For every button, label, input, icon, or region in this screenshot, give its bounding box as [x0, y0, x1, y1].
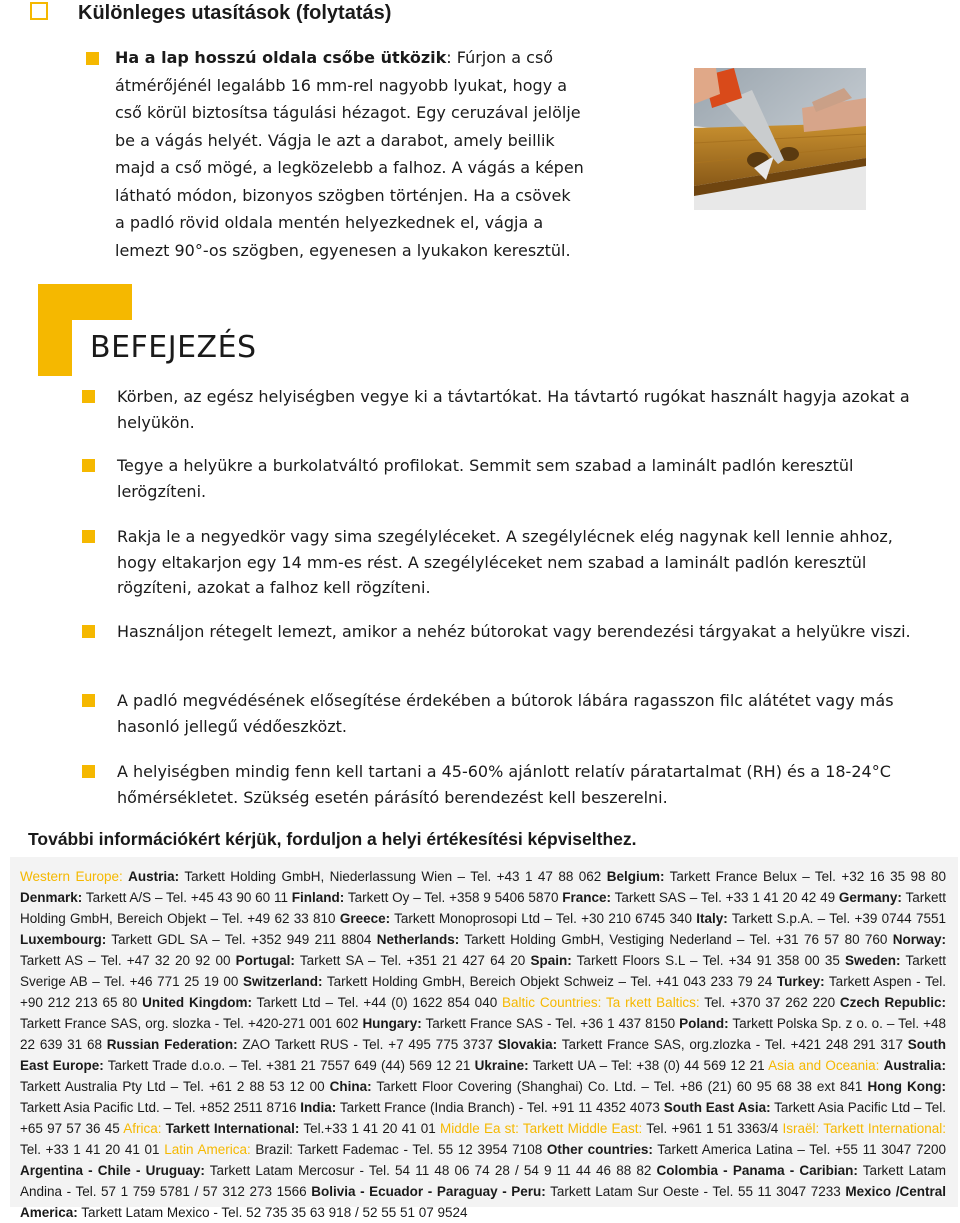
contact-text: Tarkett Aspen - Tel. +90 212 213 65 80 [20, 974, 946, 1010]
yellow-bullet-icon [82, 625, 95, 638]
contact-country: Austria: [128, 869, 180, 884]
contact-region: Baltic Countries: Ta rkett Baltics: [502, 995, 700, 1010]
contact-text: Brazil: Tarkett Fademac - Tel. 55 12 3954 7108 [250, 1142, 547, 1157]
contact-text: Tarkett SAS – Tel. +33 1 41 20 42 49 [611, 890, 839, 905]
list-item: A helyiségben mindig fenn kell tartani a 45-60% ajánlott relatív páratartalmat (RH) és a 18-24°C hőmérsékletet. Szükség esetén párásító berendezést kell beszerelni. [117, 762, 891, 807]
contact-country: Hong Kong: [867, 1079, 946, 1094]
contact-country: Russian Federation: [106, 1037, 238, 1052]
contact-text: Tarkett France SAS, org.zlozka - Tel. +421 248 291 317 [557, 1037, 908, 1052]
contact-country: South East Europe: [20, 1037, 947, 1073]
contact-country: Poland: [679, 1016, 729, 1031]
contact-country: Italy: [696, 911, 728, 926]
contact-country: Czech Republic: [839, 995, 947, 1010]
contact-text: Tel. +370 37 262 220 [699, 995, 840, 1010]
contact-region: Asia and Oceania: [768, 1058, 880, 1073]
contact-text: Tarkett GDL SA – Tel. +352 949 211 8804 [106, 932, 377, 947]
list-item: A padló megvédésének elősegítése érdekében a bútorok lábára ragasszon filc alátétet vagy más hasonló jellegű védőeszközt. [117, 691, 894, 736]
contact-country: Tarkett International: [165, 1121, 300, 1136]
contact-text: Tarkett France (India Branch) - Tel. +91 11 4352 4073 [336, 1100, 664, 1115]
contact-region: Latin America: [164, 1142, 251, 1157]
contact-country: Mexico /Central America: [20, 1184, 947, 1220]
contact-region: Africa: [123, 1121, 162, 1136]
contact-text: Tarkett Ltd – Tel. +44 (0) 1622 854 040 [251, 995, 503, 1010]
contact-text: Tarkett Latam Sur Oeste - Tel. 55 11 3047 7233 [545, 1184, 846, 1199]
contact-text: Tarkett Asia Pacific Ltd. – Tel. +852 2511 8716 [20, 1100, 301, 1115]
contact-text: Tarkett Floors S.L – Tel. +34 91 358 00 35 [571, 953, 846, 968]
contact-text: Tarkett Floor Covering (Shanghai) Co. Ltd. – Tel. +86 (21) 60 95 68 38 ext 841 [371, 1079, 868, 1094]
contact-text: Tarkett AS – Tel. +47 32 20 92 00 [20, 953, 236, 968]
contact-country: Turkey: [776, 974, 825, 989]
contact-country: Belgium: [606, 869, 665, 884]
contact-text: Tarkett Asia Pacific Ltd – Tel. +65 97 57 36 45 [20, 1100, 946, 1136]
intro-bold-lead: Ha a lap hosszú oldala csőbe ütközik [115, 48, 447, 67]
contacts-box [10, 857, 958, 1220]
contact-text: Tarkett Holding GmbH, Bereich Objekt – Tel. +49 62 33 810 [20, 890, 946, 926]
contact-text: Tarkett Holding GmbH, Niederlassung Wien – Tel. +43 1 47 88 062 [179, 869, 607, 884]
contact-country: Switzerland: [243, 974, 323, 989]
section-title: BEFEJEZÉS [90, 330, 257, 365]
intro-paragraph [115, 44, 585, 264]
contact-country: Norway: [892, 932, 946, 947]
contact-text: Tarkett France Belux – Tel. +32 16 35 98 80 [664, 869, 946, 884]
contact-country: Argentina - Chile - Uruguay: [20, 1163, 205, 1178]
contact-text: ZAO Tarkett RUS - Tel. +7 495 775 3737 [237, 1037, 498, 1052]
contact-text: Tarkett Oy – Tel. +358 9 5406 5870 [344, 890, 563, 905]
contact-country: Sweden: [845, 953, 901, 968]
contact-region: Israël: Tarkett International: [782, 1121, 946, 1136]
contact-country: Spain: [530, 953, 572, 968]
contact-country: India: [300, 1100, 337, 1115]
contact-country: Hungary: [362, 1016, 422, 1031]
contact-country: Portugal: [235, 953, 295, 968]
yellow-bullet-icon [82, 459, 95, 472]
contact-country: Slovakia: [497, 1037, 558, 1052]
contact-text: Tarkett America Latina – Tel. +55 11 3047 7200 [652, 1142, 947, 1157]
contact-text: Tarkett SA – Tel. +351 21 427 64 20 [294, 953, 531, 968]
contact-text: Tarkett UA – Tel: +38 (0) 44 569 12 21 [528, 1058, 769, 1073]
list-item: Körben, az egész helyiségben vegye ki a távtartókat. Ha távtartó rugókat használt hagyja azokat a helyükön. [117, 387, 910, 432]
list-item: Rakja le a negyedkör vagy sima szegélyléceket. A szegélylécnek elég nagynak kell lennie ahhoz, hogy eltakarjon egy 14 mm-es rést. A szegélyléceket nem szabad a laminált padlón keresztül rögzíteni, azokat a falhoz kell rögzíteni. [117, 527, 893, 597]
more-info-text: További információkért kérjük, forduljon a helyi értékesítési képviselthez. [28, 829, 637, 849]
contact-country: Greece: [339, 911, 391, 926]
contact-text: Tarkett France SAS - Tel. +36 1 437 8150 [421, 1016, 680, 1031]
contact-country: Netherlands: [376, 932, 460, 947]
section-decoration-vertical [38, 284, 72, 376]
contact-country: Colombia - Panama - Caribian: [656, 1163, 858, 1178]
contact-country: Other countries: [546, 1142, 653, 1157]
contact-country: Germany: [838, 890, 902, 905]
contact-text: Tarkett Holding GmbH, Vestiging Nederland – Tel. +31 76 57 80 760 [459, 932, 893, 947]
contact-country: Bolivia - Ecuador - Paraguay - Peru: [311, 1184, 546, 1199]
contact-text: Tarkett Polska Sp. z o. o. – Tel. +48 22 639 31 68 [20, 1016, 946, 1052]
contact-text: Tarkett S.p.A. – Tel. +39 0744 7551 [727, 911, 947, 926]
sawing-photo [694, 68, 866, 210]
contact-country: Finland: [291, 890, 345, 905]
contact-country: United Kingdom: [142, 995, 252, 1010]
contact-text: Tel. +961 1 51 3363/4 [642, 1121, 783, 1136]
yellow-bullet-icon [82, 694, 95, 707]
contact-country: Ukraine: [474, 1058, 529, 1073]
contact-text: Tarkett Holding GmbH, Bereich Objekt Schweiz – Tel. +41 043 233 79 24 [322, 974, 777, 989]
yellow-bullet-icon [86, 52, 99, 65]
list-item: Tegye a helyükre a burkolatváltó profilokat. Semmit sem szabad a laminált padlón keresztül lerögzíteni. [117, 456, 854, 501]
intro-text: : Fúrjon a cső átmérőjénél legalább 16 mm-rel nagyobb lyukat, hogy a cső körül biztosítsa tágulási hézagot. Egy ceruzával jelölje be a vágás helyét. Vágja le azt a darabot, amely beillik majd a cső mögé, a legközelebb a falhoz. A vágás a képen látható módon, bizonyos szögben történjen. Ha a csövek a padló rövid oldala mentén helyezkednek el, vágja a lemezt 90°-os szögben, egyenesen a lyukakon keresztül. [115, 48, 584, 260]
contact-text: Tarkett Latam Andina - Tel. 57 1 759 5781 / 57 312 273 1566 [20, 1163, 946, 1199]
contact-text: Tel. +33 1 41 20 41 01 [20, 1142, 165, 1157]
list-item: Használjon rétegelt lemezt, amikor a nehéz bútorokat vagy berendezési tárgyakat a helyükre viszi. [117, 622, 911, 641]
contact-text: Tel.+33 1 41 20 41 01 [299, 1121, 440, 1136]
yellow-bullet-icon [82, 765, 95, 778]
contact-text: Tarkett Australia Pty Ltd – Tel. +61 2 88 53 12 00 [20, 1079, 330, 1094]
contact-country: France: [562, 890, 612, 905]
contact-country: China: [329, 1079, 372, 1094]
contact-text: Tarkett Trade d.o.o. – Tel. +381 21 7557 649 (44) 569 12 21 [103, 1058, 475, 1073]
contact-text: Tarkett Latam Mexico - Tel. 52 735 35 63 918 / 52 55 51 07 9524 [77, 1205, 468, 1220]
yellow-bullet-icon [82, 530, 95, 543]
contact-country: Denmark: [20, 890, 83, 905]
contact-text: Tarkett Monoprosopi Ltd – Tel. +30 210 6745 340 [390, 911, 697, 926]
contact-country: Australia: [883, 1058, 946, 1073]
contact-text: Tarkett A/S – Tel. +45 43 90 60 11 [82, 890, 292, 905]
yellow-bullet-icon [82, 390, 95, 403]
contact-text: Tarkett Latam Mercosur - Tel. 54 11 48 06 74 28 / 54 9 11 44 46 88 82 [204, 1163, 657, 1178]
page-title: Különleges utasítások (folytatás) [78, 2, 392, 24]
contact-region: Middle Ea st: Tarkett Middle East: [440, 1121, 643, 1136]
checkbox-icon [30, 2, 48, 20]
contact-text: Tarkett France SAS, org. slozka - Tel. +420-271 001 602 [20, 1016, 363, 1031]
contact-country: South East Asia: [663, 1100, 771, 1115]
contact-region: Western Europe: [20, 869, 123, 884]
contact-text: Tarkett Sverige AB – Tel. +46 771 25 19 00 [20, 953, 946, 989]
contact-country: Luxembourg: [20, 932, 107, 947]
